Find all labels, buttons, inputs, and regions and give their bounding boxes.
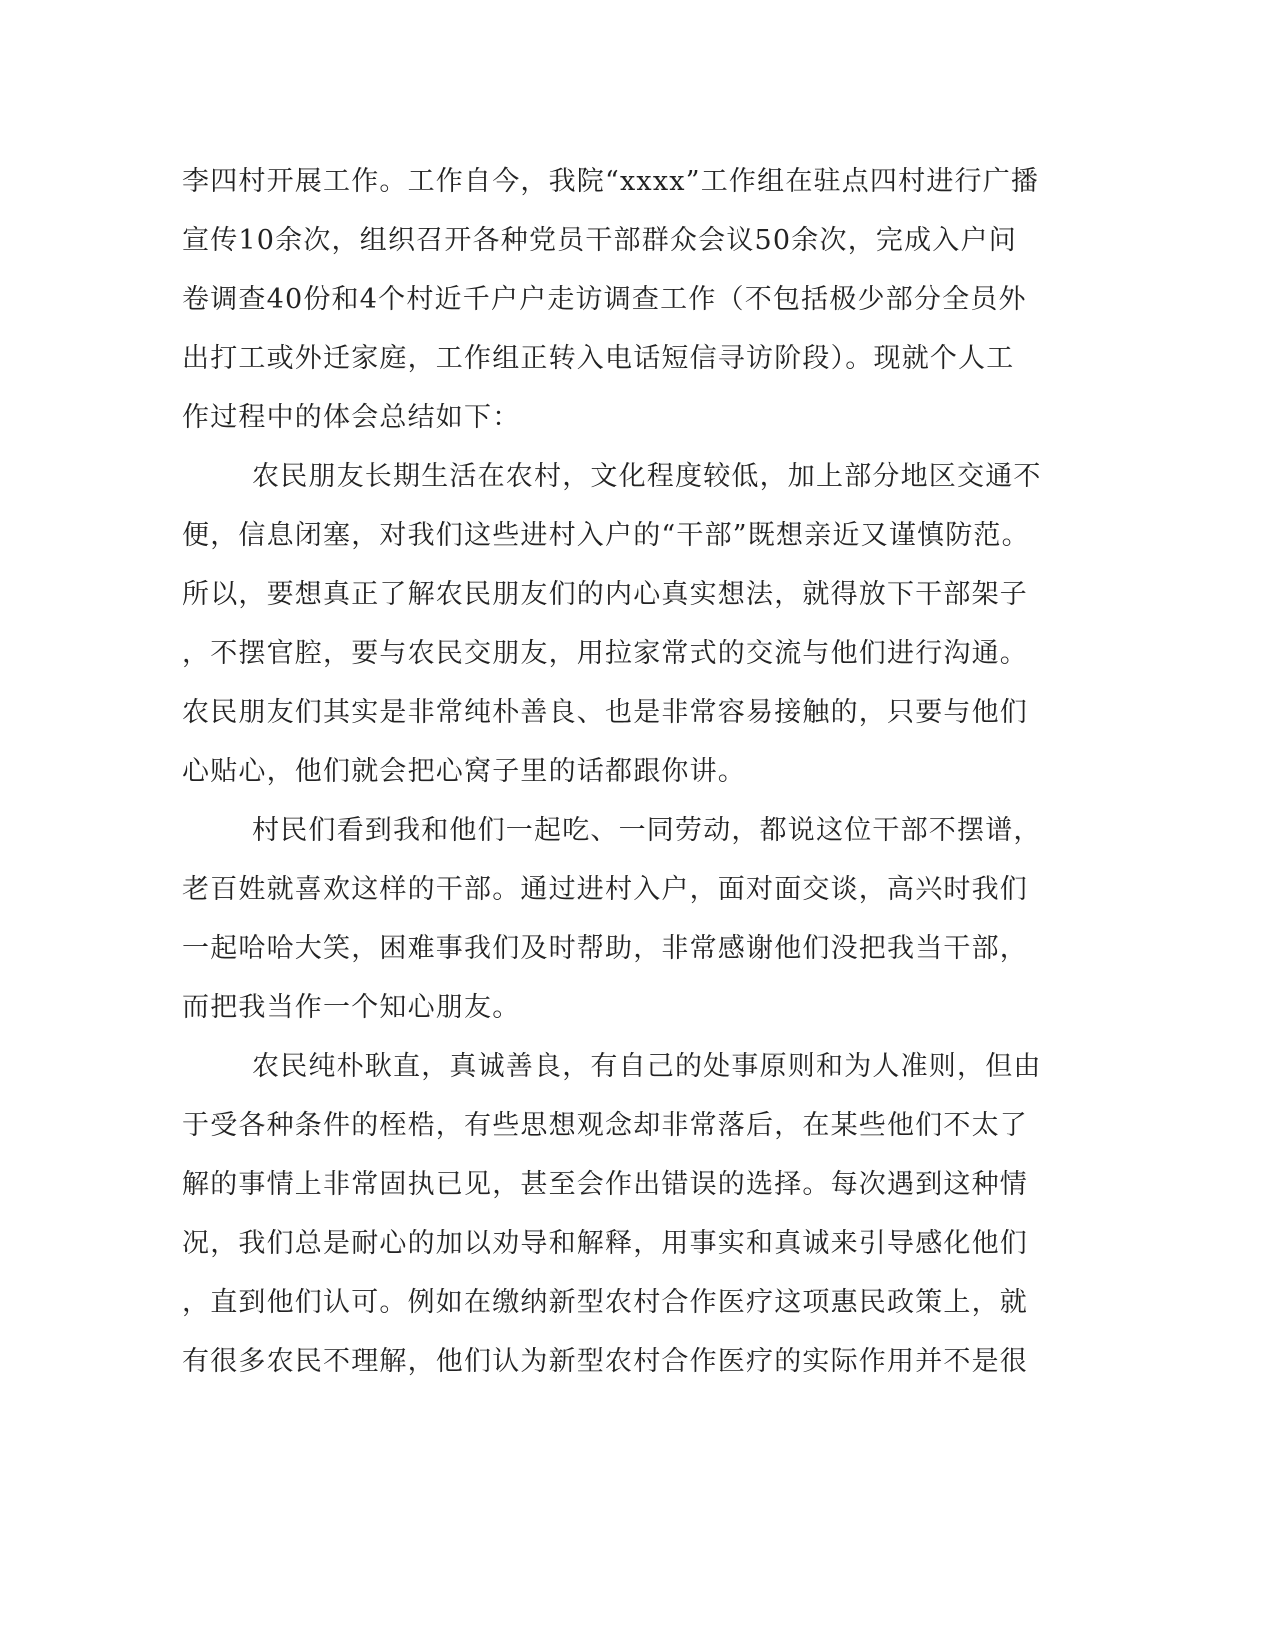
text-line: 况，我们总是耐心的加以劝导和解释，用事实和真诚来引导感化他们 [182,1228,1028,1259]
text-line: 村民们看到我和他们一起吃、一同劳动，都说这位干部不摆谱， [252,815,1042,846]
text-line: 卷调查40份和4个村近千户户走访调查工作（不包括极少部分全员外 [182,284,1027,315]
text-line: ，不摆官腔，要与农民交朋友，用拉家常式的交流与他们进行沟通。 [182,638,1028,669]
body-text [182,152,1082,1391]
paragraph [182,447,1082,801]
paragraph [182,152,1082,447]
text-line: 有很多农民不理解，他们认为新型农村合作医疗的实际作用并不是很 [182,1346,1028,1377]
text-line: 老百姓就喜欢这样的干部。通过进村入户，面对面交谈，高兴时我们 [182,874,1028,905]
text-line: 一起哈哈大笑，困难事我们及时帮助，非常感谢他们没把我当干部， [182,933,1028,964]
text-line: 作过程中的体会总结如下： [182,402,521,433]
text-line: 农民朋友长期生活在农村，文化程度较低，加上部分地区交通不 [252,461,1042,492]
text-line: 心贴心，他们就会把心窝子里的话都跟你讲。 [182,756,746,787]
text-line: ，直到他们认可。例如在缴纳新型农村合作医疗这项惠民政策上，就 [182,1287,1028,1318]
text-line: 解的事情上非常固执已见，甚至会作出错误的选择。每次遇到这种情 [182,1169,1028,1200]
text-line: 出打工或外迁家庭，工作组正转入电话短信寻访阶段）。现就个人工 [182,343,1015,374]
paragraph [182,801,1082,1037]
text-line: 李四村开展工作。工作自今，我院“xxxx”工作组在驻点四村进行广播 [182,166,1040,197]
text-line: 农民朋友们其实是非常纯朴善良、也是非常容易接触的，只要与他们 [182,697,1028,728]
text-line: 而把我当作一个知心朋友。 [182,992,521,1023]
paragraph [182,1037,1082,1391]
text-line: 所以，要想真正了解农民朋友们的内心真实想法，就得放下干部架子 [182,579,1028,610]
text-line: 于受各种条件的桎梏，有些思想观念却非常落后，在某些他们不太了 [182,1110,1028,1141]
text-line: 农民纯朴耿直，真诚善良，有自己的处事原则和为人准则，但由 [252,1051,1042,1082]
text-line: 宣传10余次，组织召开各种党员干部群众会议50余次，完成入户问 [182,225,1017,256]
text-line: 便，信息闭塞，对我们这些进村入户的“干部”既想亲近又谨慎防范。 [182,520,1030,551]
